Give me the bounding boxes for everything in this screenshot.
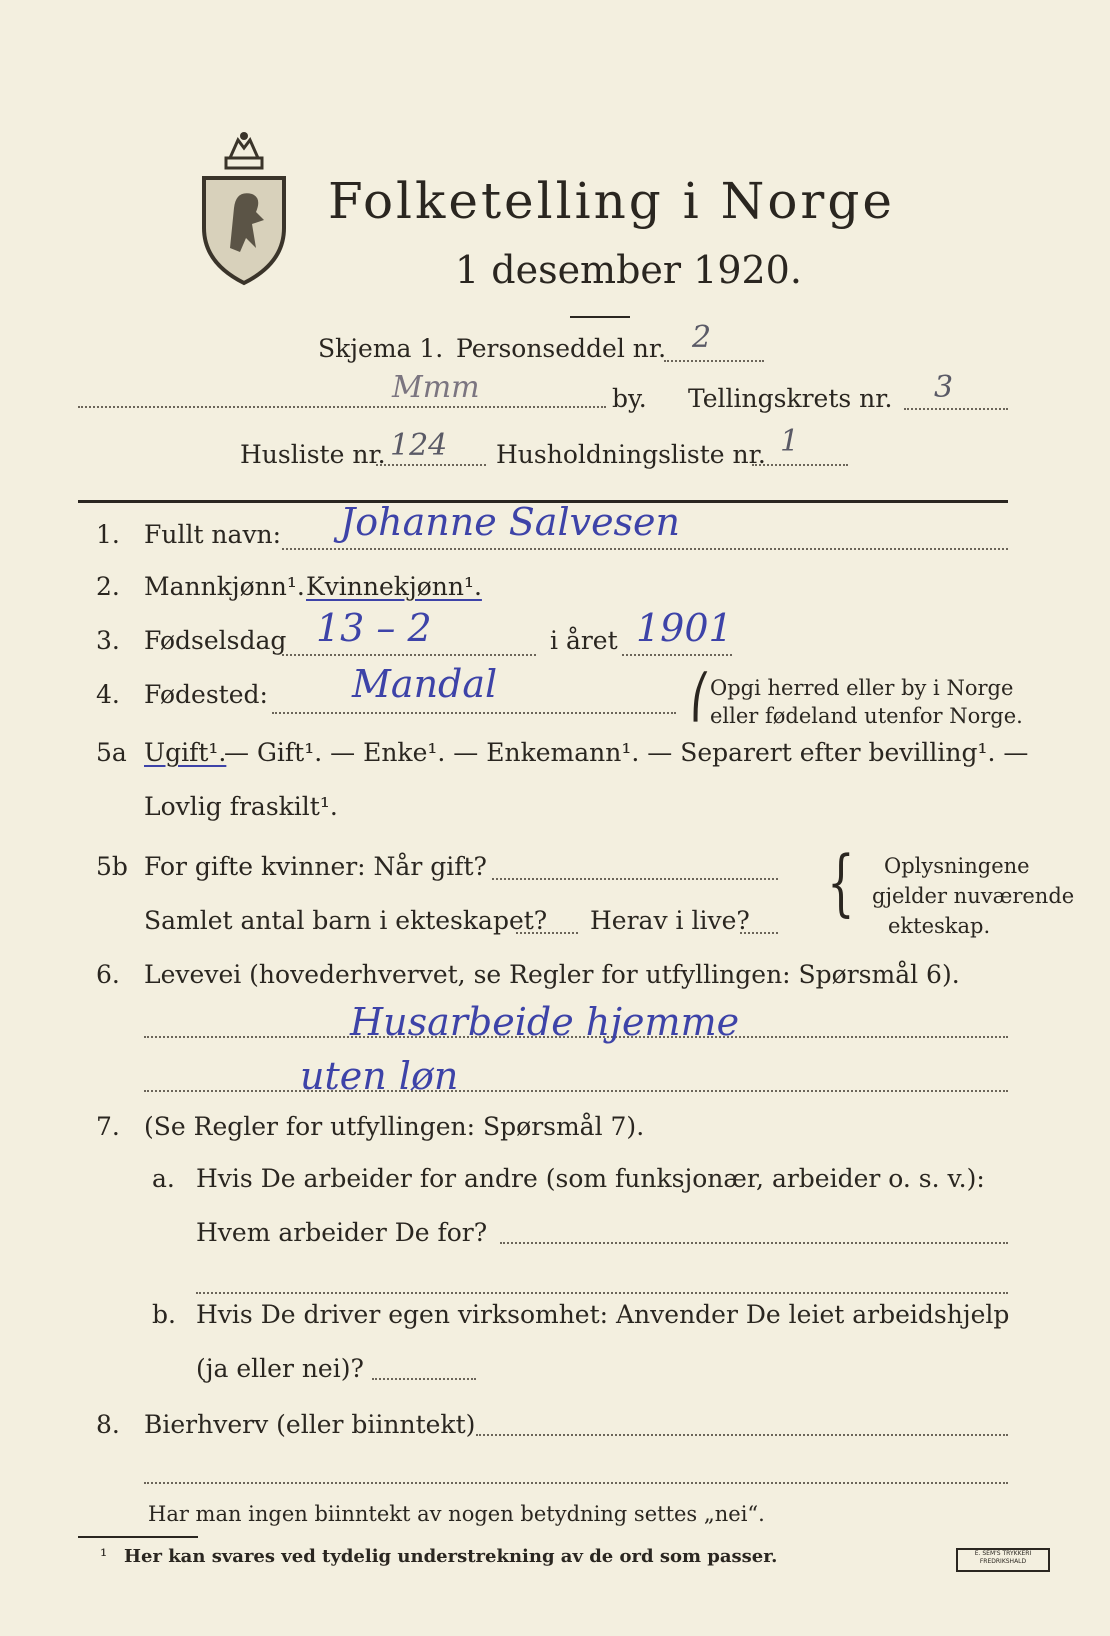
census-date: 1 desember 1920. — [455, 248, 802, 292]
personseddel-line — [664, 360, 764, 362]
q7-label: (Se Regler for utfyllingen: Spørsmål 7). — [144, 1112, 645, 1141]
q8-label: Bierhverv (eller biinntekt) — [144, 1410, 476, 1439]
city-value: Mmm — [392, 370, 480, 405]
husliste-line — [376, 464, 486, 466]
title-divider — [570, 316, 630, 318]
tellingskrets-label: Tellingskrets nr. — [688, 384, 893, 413]
printer-stamp: E. SEM'S TRYKKERI FREDRIKSHALD — [956, 1548, 1050, 1572]
q4-brace: ⎛ — [690, 672, 711, 721]
tellingskrets-value: 3 — [934, 370, 954, 405]
q7b-line2-dots — [372, 1378, 476, 1380]
q6-value-1: Husarbeide hjemme — [350, 1000, 740, 1044]
q7a-line1: Hvis De arbeider for andre (som funksjonær, arbeider o. s. v.): — [196, 1164, 985, 1193]
q5b-line2a: Samlet antal barn i ekteskapet? — [144, 906, 548, 935]
q5a-number: 5a — [96, 738, 127, 767]
q4-value: Mandal — [352, 662, 498, 706]
q5b-number: 5b — [96, 852, 128, 881]
q3-year-label: i året — [550, 626, 618, 655]
q6-number: 6. — [96, 960, 120, 989]
footer-note: Har man ingen biinntekt av nogen betydning settes „nei“. — [148, 1502, 765, 1526]
q5b-line2b-dots — [740, 932, 778, 934]
q5b-brace: { — [827, 840, 855, 924]
q7a-line2: Hvem arbeider De for? — [196, 1218, 488, 1247]
norway-coat-of-arms-icon — [200, 128, 288, 288]
q4-number: 4. — [96, 680, 120, 709]
husliste-label: Husliste nr. — [240, 440, 386, 469]
q1-line — [282, 548, 1008, 550]
q7b-line2: (ja eller nei)? — [196, 1354, 364, 1383]
footnote-text: Her kan svares ved tydelig understrekning av de ord som passer. — [124, 1546, 778, 1567]
footnote-number: ¹ — [100, 1546, 108, 1567]
by-label: by. — [612, 384, 647, 413]
q5b-note-2: gjelder nuværende — [872, 884, 1075, 908]
q3-year-line — [622, 654, 732, 656]
q4-line — [272, 712, 676, 714]
q2-kvinnekjonn: Kvinnekjønn¹. — [306, 572, 482, 601]
city-line — [78, 406, 606, 408]
husholdning-label: Husholdningsliste nr. — [496, 440, 766, 469]
q5a-line2: Lovlig fraskilt¹. — [144, 792, 338, 821]
q8-line-2 — [144, 1482, 1008, 1484]
q5b-note-3: ekteskap. — [888, 914, 991, 938]
q8-line-1 — [476, 1434, 1008, 1436]
q6-label: Levevei (hovederhvervet, se Regler for utfyllingen: Spørsmål 6). — [144, 960, 960, 989]
q7-number: 7. — [96, 1112, 120, 1141]
q5b-line1: For gifte kvinner: Når gift? — [144, 852, 487, 881]
q7a-line2-dots — [500, 1242, 1008, 1244]
q7b-number: b. — [152, 1300, 176, 1329]
q3-number: 3. — [96, 626, 120, 655]
q4-label: Fødested: — [144, 680, 268, 709]
q5b-line2b: Herav i live? — [590, 906, 750, 935]
q8-number: 8. — [96, 1410, 120, 1439]
tellingskrets-line — [904, 408, 1008, 410]
q7a-number: a. — [152, 1164, 175, 1193]
husholdning-value: 1 — [780, 424, 800, 459]
q3-day-line — [282, 654, 536, 656]
q4-note-1: Opgi herred eller by i Norge — [710, 676, 1014, 700]
q6-value-2: uten løn — [300, 1054, 459, 1098]
q1-label: Fullt navn: — [144, 520, 282, 549]
q4-note-2: eller fødeland utenfor Norge. — [710, 704, 1023, 728]
q5a-ugift: Ugift¹. — [144, 738, 227, 767]
q5a-options: — Gift¹. — Enke¹. — Enkemann¹. — Separert efter bevilling¹. — — [224, 738, 1029, 767]
personseddel-label: Personseddel nr. — [456, 334, 667, 363]
q2-number: 2. — [96, 572, 120, 601]
page-title: Folketelling i Norge — [328, 172, 895, 230]
husholdning-line — [752, 464, 848, 466]
personseddel-value: 2 — [692, 320, 712, 355]
q3-label: Fødselsdag — [144, 626, 287, 655]
q7b-line1: Hvis De driver egen virksomhet: Anvender De leiet arbeidshjelp — [196, 1300, 1010, 1329]
skjema-label: Skjema 1. — [318, 334, 444, 363]
q5b-line1-dots — [492, 878, 778, 880]
q6-line-2 — [144, 1090, 1008, 1092]
q5b-note-1: Oplysningene — [884, 854, 1030, 878]
q3-value: 13 – 2 — [316, 606, 432, 650]
footer-rule — [78, 1536, 198, 1538]
husliste-value: 124 — [390, 428, 448, 463]
q7a-line3-dots — [196, 1292, 1008, 1294]
q5b-line2a-dots — [516, 932, 578, 934]
q1-number: 1. — [96, 520, 120, 549]
q3-year-value: 1901 — [636, 606, 733, 650]
q1-value: Johanne Salvesen — [340, 500, 681, 544]
q2-mannkjonn: Mannkjønn¹. — [144, 572, 305, 601]
